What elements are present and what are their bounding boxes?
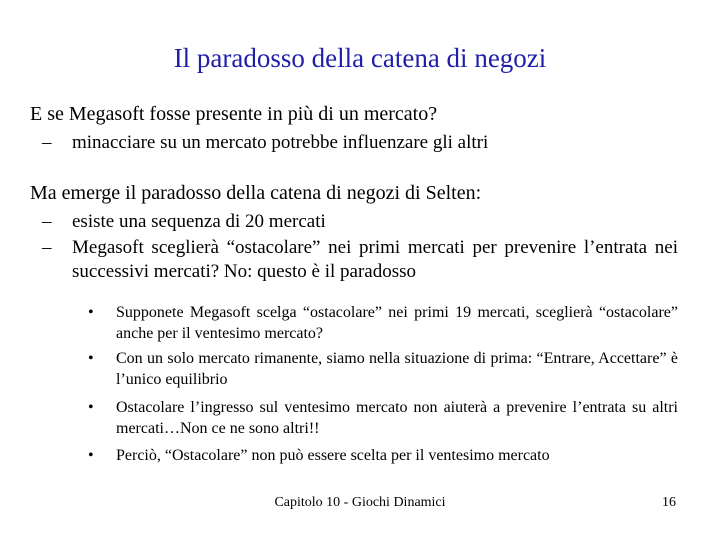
bullet-marker: • — [88, 447, 94, 464]
dash-marker: – — [42, 211, 52, 232]
dash-marker: – — [42, 132, 52, 153]
slide-title: Il paradosso della catena di negozi — [173, 43, 547, 73]
bullet-marker: • — [88, 399, 94, 416]
page-number: 16 — [662, 495, 676, 510]
point-2-sub-text-1: esiste una sequenza di 20 mercati — [72, 211, 326, 232]
bullet-marker: • — [88, 304, 94, 321]
bullet-item-1 — [88, 303, 678, 344]
bullet-item-3 — [88, 398, 678, 439]
point-1-sub-item — [42, 131, 678, 155]
point-1-sub-text: minacciare su un mercato potrebbe influenzare gli altri — [72, 132, 489, 153]
bullet-text-3: Ostacolare l’ingresso sul ventesimo mercato non aiuterà a prevenire l’entrata su altri mercati…Non ce ne sono altri!! — [116, 399, 678, 437]
point-1-text: E se Megasoft fosse presente in più di un mercato? — [30, 103, 438, 125]
bullet-marker: • — [88, 350, 94, 367]
point-2-sub-item-2 — [42, 236, 678, 284]
point-2-sub-text-2: Megasoft sceglierà “ostacolare” nei primi mercati per prevenire l’entrata nei successivi mercati? No: questo è il paradosso — [72, 237, 678, 282]
point-2-text: Ma emerge il paradosso della catena di negozi di Selten: — [30, 182, 482, 204]
bullet-text-2: Con un solo mercato rimanente, siamo nella situazione di prima: “Entrare, Accettare” è l’unico equilibrio — [116, 350, 678, 388]
bullet-text-1: Supponete Megasoft scelga “ostacolare” nei primi 19 mercati, sceglierà “ostacolare” anche per il ventesimo mercato? — [116, 304, 678, 342]
bullet-item-4 — [88, 446, 678, 467]
dash-marker: – — [42, 237, 52, 258]
bullet-text-4: Perciò, “Ostacolare” non può essere scelta per il ventesimo mercato — [116, 447, 550, 464]
point-2-sub-item-1 — [42, 210, 678, 234]
footer-chapter: Capitolo 10 - Giochi Dinamici — [274, 495, 446, 510]
bullet-item-2 — [88, 349, 678, 390]
